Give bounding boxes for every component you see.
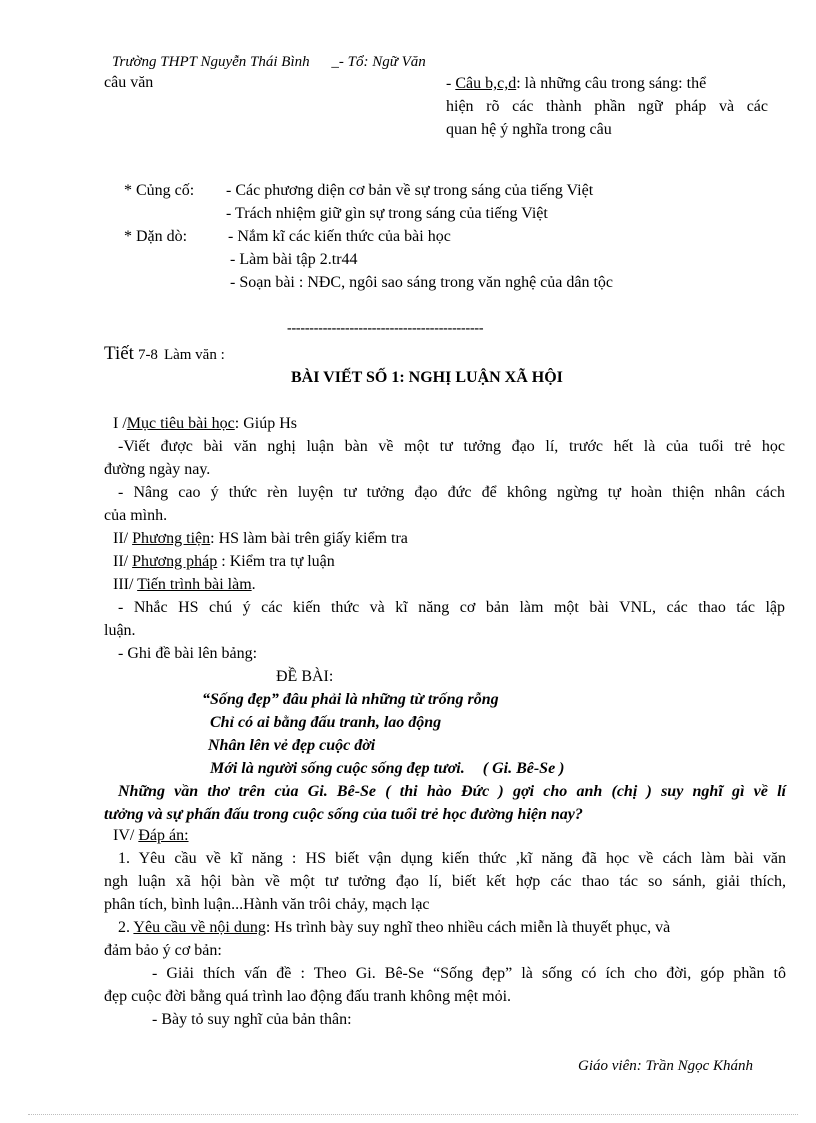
homework-item-1: - Nắm kĩ các kiến thức của bài học — [228, 228, 451, 245]
process-line1: - Nhắc HS chú ý các kiến thức và kĩ năng cơ bản làm một bài VNL, các thao tác lập — [118, 599, 785, 616]
process-line2: luận. — [104, 622, 136, 639]
method-line — [113, 551, 335, 573]
header-department: Tổ: Ngữ Văn — [347, 54, 426, 70]
poem-line-4 — [210, 758, 565, 780]
page-title: BÀI VIẾT SỐ 1: NGHỊ LUẬN XÃ HỘI — [291, 369, 563, 386]
table-right-line-3: quan hệ ý nghĩa trong câu — [446, 121, 612, 138]
process-prefix: III/ — [113, 576, 138, 593]
lesson-line — [104, 343, 225, 366]
answer-label: Đáp án: — [138, 827, 189, 844]
means-label: Phương tiện — [132, 530, 211, 547]
means-prefix: II/ — [113, 530, 133, 547]
objectives-p2-line2: của mình. — [104, 507, 168, 524]
exam-question-line2: tưởng và sự phấn đấu trong cuộc sống của tuổi trẻ học đường hiện nay? — [104, 806, 583, 823]
section-divider: -------------------------------------------- — [287, 321, 484, 336]
exam-heading: ĐỀ BÀI: — [276, 668, 334, 685]
method-text: : Kiểm tra tự luận — [217, 553, 335, 570]
answer-r1-line1: 1. Yêu cầu về kĩ năng : HS biết vận dụng kiến thức ,kĩ năng đã học về cách làm bài văn — [118, 850, 786, 867]
means-line — [113, 528, 408, 550]
objectives-heading — [113, 413, 297, 435]
answer-r2-line2: đảm bảo ý cơ bản: — [104, 942, 222, 959]
answer-r1-line2: ngh luận xã hội bàn về một tư tưởng đạo lí, biết kết hợp các thao tác so sánh, giải thích, — [104, 873, 786, 890]
process-label: Tiến trình bài làm — [137, 576, 252, 593]
answer-r1-line3: phân tích, bình luận...Hành văn trôi chảy, mạch lạc — [104, 896, 430, 913]
homework-label: * Dặn dò: — [124, 228, 188, 245]
answer-r2-line1 — [118, 917, 670, 939]
table-right-label: Câu b,c,d — [455, 75, 517, 92]
poem-author: ( Gi. Bê-Se ) — [482, 760, 565, 777]
answer-b2: - Bày tỏ suy nghĩ của bản thân: — [152, 1011, 352, 1028]
header-separator: _- — [331, 54, 344, 70]
lesson-type: Làm văn : — [163, 347, 225, 363]
table-left-cell: câu văn — [104, 74, 154, 91]
footer-teacher: Giáo viên: Trần Ngọc Khánh — [578, 1058, 753, 1074]
homework-item-2: - Làm bài tập 2.tr44 — [230, 251, 358, 268]
answer-heading — [113, 825, 189, 847]
table-right-line-2: hiện rõ các thành phần ngữ pháp và các — [446, 98, 768, 115]
consolidate-item-2: - Trách nhiệm giữ gìn sự trong sáng của tiếng Việt — [226, 205, 548, 222]
page-header — [112, 51, 426, 73]
process-suffix: . — [251, 576, 256, 593]
header-school: Trường THPT Nguyễn Thái Bình — [112, 54, 310, 70]
table-right-prefix: - — [446, 75, 456, 92]
exam-question-line1: Những vần thơ trên của Gi. Bê-Se ( thi hào Đức ) gợi cho anh (chị ) suy nghĩ gì về lí — [118, 783, 786, 800]
answer-r2-text: : Hs trình bày suy nghĩ theo nhiều cách miễn là thuyết phục, và — [265, 919, 671, 936]
poem-line-2: Chỉ có ai bằng đấu tranh, lao động — [210, 714, 442, 731]
objectives-p2-line1: - Nâng cao ý thức rèn luyện tư tưởng đạo đức để không ngừng tự hoàn thiện nhân cách — [118, 484, 785, 501]
process-heading — [113, 574, 256, 596]
objectives-p1-line2: đường ngày nay. — [104, 461, 211, 478]
lesson-number: 7-8 — [137, 347, 158, 363]
answer-b1-line2: đẹp cuộc đời bằng quá trình lao động đấu tranh không mệt mỏi. — [104, 988, 512, 1005]
page-bottom-divider — [28, 1114, 798, 1115]
consolidate-label: * Củng cố: — [124, 182, 195, 199]
objectives-suffix: : Giúp Hs — [234, 415, 297, 432]
method-label: Phương pháp — [132, 553, 218, 570]
objectives-prefix: I / — [113, 415, 127, 432]
table-right-line-1 — [446, 73, 706, 95]
poem-line-3: Nhân lên vẻ đẹp cuộc đời — [208, 737, 376, 754]
answer-r2-label: Yêu cầu về nội dung — [133, 919, 266, 936]
poem-line-4-text: Mới là người sống cuộc sống đẹp tươi. — [210, 760, 465, 777]
answer-b1-line1: - Giải thích vấn đề : Theo Gi. Bê-Se “Sống đẹp” là sống có ích cho đời, góp phần tô — [152, 965, 786, 982]
objectives-label: Mục tiêu bài học — [126, 415, 235, 432]
table-right-text-1: : là những câu trong sáng: thể — [516, 75, 707, 92]
objectives-p1-line1: -Viết được bài văn nghị luận bàn về một tư tưởng đạo lí, trước hết là của tuổi trẻ học — [118, 438, 785, 455]
poem-line-1: “Sống đẹp” đâu phải là những từ trống rỗng — [202, 691, 499, 708]
method-prefix: II/ — [113, 553, 133, 570]
lesson-tiet: Tiết — [104, 343, 134, 364]
process-line3: - Ghi đề bài lên bảng: — [118, 645, 258, 662]
homework-item-3: - Soạn bài : NĐC, ngôi sao sáng trong văn nghệ của dân tộc — [230, 274, 614, 291]
means-text: : HS làm bài trên giấy kiểm tra — [210, 530, 408, 547]
answer-prefix: IV/ — [113, 827, 139, 844]
consolidate-item-1: - Các phương diện cơ bản về sự trong sáng của tiếng Việt — [226, 182, 594, 199]
answer-r2-prefix: 2. — [118, 919, 134, 936]
